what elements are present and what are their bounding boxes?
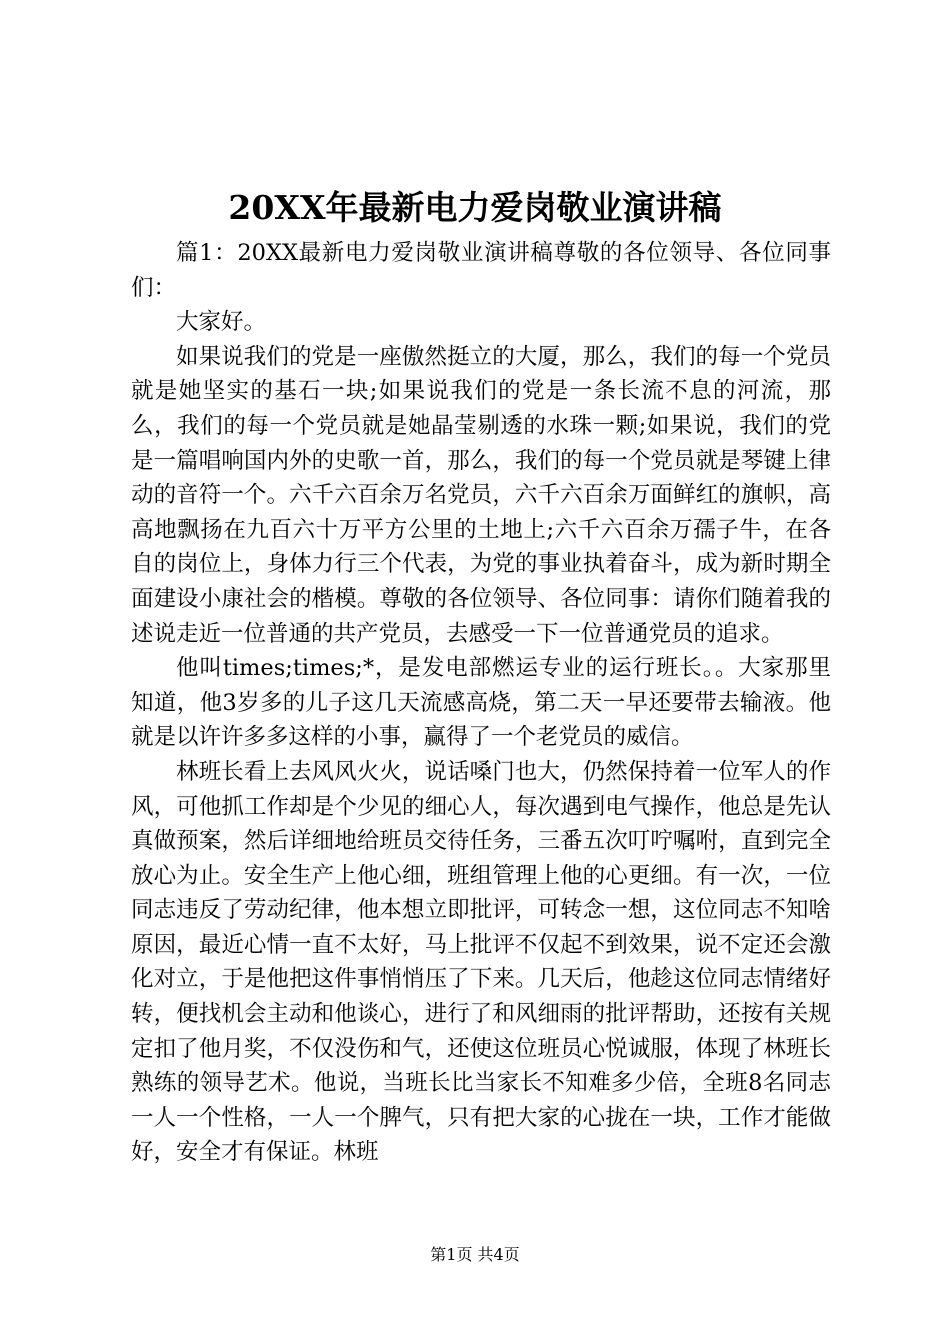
paragraph-hello: 大家好。 [176,309,267,336]
paragraph-lin-leadership: 林班长看上去风风火火，说话嗓门也大，仍然保持着一位军人的作风，可他抓工作却是个少见的细心人，每次遇到电气操作，他总是先认真做预案，然后详细地给班员交待任务，三番五次叮咛嘱咐，直到完全放心为止。安全生产上他心细，班组管理上他的心更细。有一次，一位同志违反了劳动纪律，他本想立即批评，可转念一想，这位同志不知啥原因，最近心情一直不太好，马上批评不仅起不到效果，说不定还会激化对立，于是他把这件事悄悄压了下来。几天后，他趁这位同志情绪好转，便找机会主动和他谈心，进行了和风细雨的批评帮助，还按有关规定扣了他月奖，不仅没伤和气，还使这位班员心悦诚服，体现了林班长熟练的领导艺术。他说，当班长比当家长不知难多少倍，全班8名同志一人一个性格，一人一个脾气，只有把大家的心拢在一块，工作才能做好，安全才有保证。林班 [131,758,831,1166]
paragraph-greeting-heading: 篇1：20XX最新电力爱岗敬业演讲稿尊敬的各位领导、各位同事们： [131,240,831,301]
paragraph-party-metaphor: 如果说我们的党是一座傲然挺立的大厦，那么，我们的每一个党员就是她坚实的基石一块;如果说我们的党是一条长流不息的河流，那么，我们的每一个党员就是她晶莹剔透的水珠一颗;如果说，我们的党是一篇唱响国内外的史歌一首，那么，我们的每一个党员就是琴键上律动的音符一个。六千六百余万名党员，六千六百余万面鲜红的旗帜，高高地飘扬在九百六十万平方公里的土地上;六千六百余万孺子牛，在各自的岗位上，身体力行三个代表，为党的事业执着奋斗，成为新时期全面建设小康社会的楷模。尊敬的各位领导、各位同事：请你们随着我的述说走近一位普通的共产党员，去感受一下一位普通党员的追求。 [131,343,831,647]
page-number-footer: 第1页 共4页 [430,1245,520,1264]
paragraph-team-leader-intro: 他叫times;times;*，是发电部燃运专业的运行班长。。大家那里知道，他3岁多的儿子这几天流感高烧，第二天一早还要带去输液。他就是以许许多多这样的小事，赢得了一个老党员的威信。 [131,655,831,751]
document-title: 20XX年最新电力爱岗敬业演讲稿 [228,188,722,227]
document-body [131,236,831,1170]
